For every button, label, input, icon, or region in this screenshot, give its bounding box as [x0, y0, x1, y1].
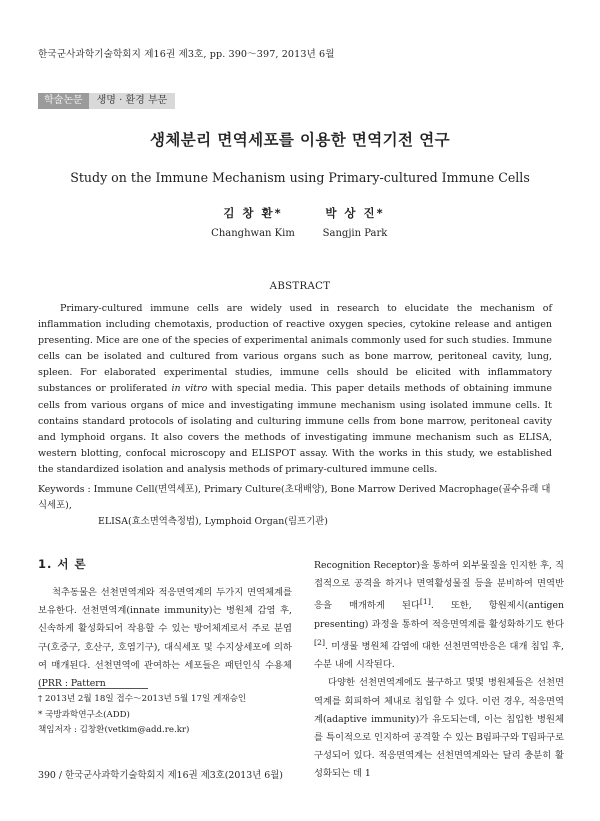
- body-right-column: [314, 557, 564, 784]
- section-heading: 1. 서 론: [38, 557, 87, 571]
- author-2-korean: 박 상 진*: [325, 206, 385, 220]
- abstract-text-b: with special media. This paper details methods of obtaining immune cells from various organs of mice and investigating immune mechanism using isolated immune cells. It contains standard protocols of isolating and culturing immune cells from bone marrow, peritoneal cavity and lymphoid organs. It also covers the methods of investigating immune mechanism such as ELISA, western blotting, confocal microscopy and ELISPOT assay. With the works in this study, we established the standardized isolation and analysis methods of primary-cultured immune cells.: [38, 383, 552, 475]
- title-english: Study on the Immune Mechanism using Primary-cultured Immune Cells: [70, 170, 530, 185]
- abstract-italic: in vitro: [171, 383, 208, 395]
- abstract-body: [38, 301, 552, 478]
- right-paragraph-2: 다양한 선천면역계에도 불구하고 몇몇 병원체들은 선천면역계를 회피하여 체내로 침입할 수 있다. 이런 경우, 적응면역계(adaptive immunity)가 유도되는데, 이는 침입한 병원체를 특이적으로 인지하여 공격할 수 있는 B림파구와 T림파구로 구성되어 있다. 적응면역계는 선천면역계와는 달리 충분히 활성화되는 데 1: [314, 677, 564, 780]
- abstract-text-a: Primary-cultured immune cells are widely used in research to elucidate the mechanism of inflammation including chemotaxis, production of reactive oxygen species, cytokine release and antigen presenting. Mice are one of the species of experimental animals commonly used for such studies. Immune cells can be isolated and cultured from various organs such as bone marrow, peritoneal cavity, lung, spleen. For elaborated experimental studies, immune cells should be elicited with inflammatory substances or proliferated: [38, 303, 552, 395]
- author-1-english: Changhwan Kim: [211, 228, 295, 239]
- category-badge: [38, 93, 175, 109]
- page-footer: 390 / 한국군사과학기술학회지 제16권 제3호(2013년 6월): [38, 770, 283, 781]
- right-p1-b: . 또한, 항원제시(antigen presenting) 과정을 통하여 적응면역계를 활성화하기도 한다: [314, 600, 564, 630]
- keywords-line-1: Keywords : Immune Cell(면역세포), Primary Culture(초대배양), Bone Marrow Derived Macrophage(골수유래 대식세포),: [38, 484, 551, 511]
- keywords: [38, 482, 558, 530]
- body-left-column: 척추동물은 선천면역계와 적응면역계의 두가지 면역체계를 보유한다. 선천면역계(innate immunity)는 병원체 감염 후, 신속하게 활성화되어 작용할 수 있는 방어체계로서 주로 분엽구(호중구, 호산구, 호염기구), 대식세포 및 수지상세포에 의하여 매개된다. 선천면역에 관여하는 세포들은 패턴인식 수용체(PRR : Pattern: [38, 587, 292, 690]
- right-paragraph-1: [314, 557, 564, 674]
- citation-2: [2]: [314, 637, 325, 647]
- right-p1-a: Recognition Receptor)을 통하여 외부물질을 인지한 후, 직접적으로 공격을 하거나 면역활성물질 등을 분비하여 면역반응을 매개하게 된다: [314, 560, 564, 612]
- footnote-corresponding: 책임저자 : 김창환(vetkim@add.re.kr): [38, 725, 190, 735]
- right-p1-c: . 미생물 병원체 감염에 대한 선천면역반응은 대개 침입 후, 수분 내에 시작된다.: [314, 641, 564, 671]
- citation-1: [1]: [419, 597, 431, 607]
- author-2-english: Sangjin Park: [322, 228, 388, 239]
- journal-header: 한국군사과학기술학회지 제16권 제3호, pp. 390～397, 2013년 6월: [38, 49, 335, 60]
- abstract-heading: ABSTRACT: [269, 281, 331, 292]
- author-1-korean: 김 창 환*: [223, 206, 283, 220]
- footnote-received: † 2013년 2월 18일 접수～2013년 5월 17일 게재승인: [38, 694, 247, 704]
- title-korean: 생체분리 면역세포를 이용한 면역기전 연구: [150, 131, 450, 149]
- footnote-divider: [38, 688, 148, 689]
- section-label: 생명 · 환경 부문: [89, 93, 176, 109]
- paper-type-label: 학술논문: [38, 93, 89, 109]
- footnote-affiliation: * 국방과학연구소(ADD): [38, 709, 130, 720]
- keywords-line-2: ELISA(효소면역측정법), Lymphoid Organ(림프기관): [98, 516, 328, 527]
- footnotes: [38, 692, 246, 739]
